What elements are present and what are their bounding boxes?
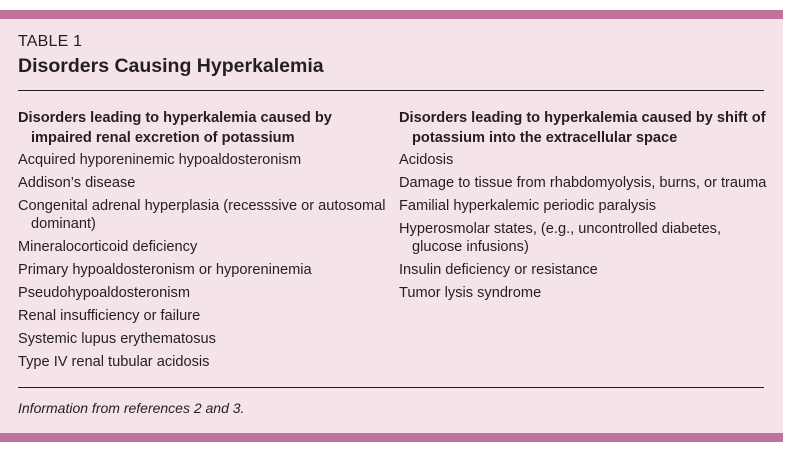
- list-item: Acquired hyporeninemic hypoaldosteronism: [18, 152, 302, 168]
- list-item: Damage to tissue from rhabdomyolysis, burns, or trauma: [399, 175, 767, 191]
- list-item: Congenital adrenal hyperplasia (recesssive or autosomal dominant): [18, 198, 386, 232]
- list-item: Pseudohypoaldosteronism: [18, 285, 190, 301]
- list-item: Hyperosmolar states, (e.g., uncontrolled diabetes, glucose infusions): [399, 221, 722, 255]
- bottom-accent-bar: [0, 433, 783, 442]
- table-label: TABLE 1: [18, 33, 83, 50]
- table-container: [0, 10, 783, 442]
- list-item: Addison’s disease: [18, 175, 136, 191]
- list-item: Insulin deficiency or resistance: [399, 262, 598, 278]
- header-divider: [18, 90, 764, 91]
- right-column-heading: Disorders leading to hyperkalemia caused by shift of potassium into the extracellular space: [399, 110, 766, 146]
- left-column: [18, 108, 388, 376]
- right-column: [399, 108, 769, 307]
- left-column-heading: Disorders leading to hyperkalemia caused by impaired renal excretion of potassium: [18, 110, 332, 146]
- list-item: Tumor lysis syndrome: [399, 285, 542, 301]
- list-item: Primary hypoaldosteronism or hyporeninemia: [18, 262, 312, 278]
- list-item: Familial hyperkalemic periodic paralysis: [399, 198, 657, 214]
- footnote: Information from references 2 and 3.: [18, 400, 245, 416]
- list-item: Systemic lupus erythematosus: [18, 331, 216, 347]
- table-title: Disorders Causing Hyperkalemia: [18, 55, 324, 77]
- list-item: Mineralocorticoid deficiency: [18, 239, 198, 255]
- list-item: Acidosis: [399, 152, 454, 168]
- list-item: Type IV renal tubular acidosis: [18, 354, 210, 370]
- list-item: Renal insufficiency or failure: [18, 308, 201, 324]
- top-accent-bar: [0, 10, 783, 19]
- footer-divider: [18, 387, 764, 388]
